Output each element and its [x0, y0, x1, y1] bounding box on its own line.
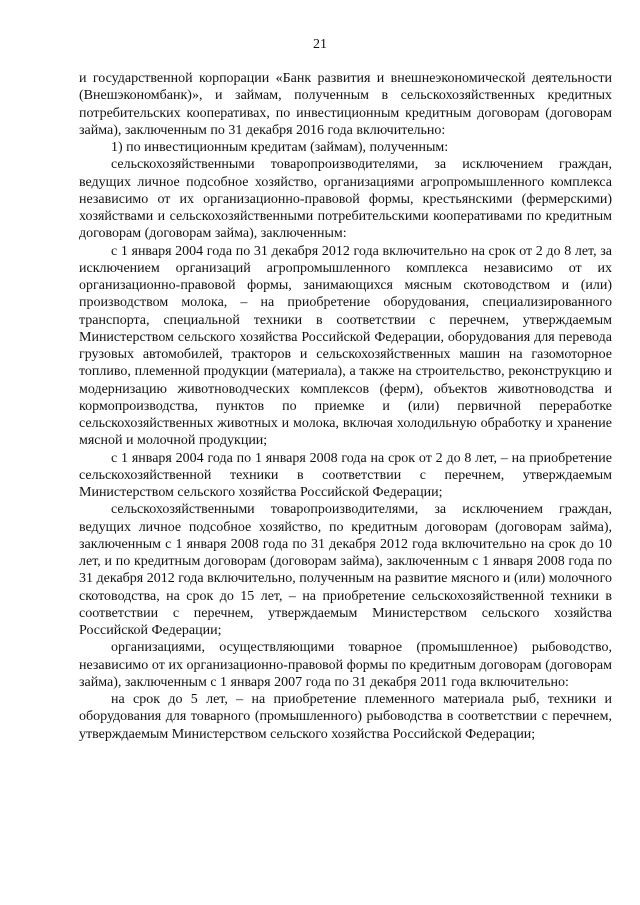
paragraph-4: с 1 января 2004 года по 31 декабря 2012 года включительно на срок от 2 до 8 лет, за исключением организаций агропромышленного комплекса независимо от их организационно-правовой формы, занимающихся мясным скотоводством и (или) производством молока, – на приобретение оборудования, специализированного транспорта, специальной техники в соответствии с перечнем, утверждаемым Министерством сельского хозяйства Российской Федерации, оборудования для перевода грузовых автомобилей, тракторов и сельскохозяйственных машин на газомоторное топливо, племенной продукции (материала), а также на строительство, реконструкцию и модернизацию животноводческих комплексов (ферм), объектов животноводства и кормопроизводства, пунктов по приемке и (или) первичной переработке сельскохозяйственных животных и молока, включая холодильную обработку и хранение мясной и молочной продукции;	[79, 243, 612, 449]
document-body	[79, 70, 612, 743]
paragraph-6: сельскохозяйственными товаропроизводителями, за исключением граждан, ведущих личное подсобное хозяйство, по кредитным договорам (договорам займа), заключенным с 1 января 2008 года по 31 декабря 2012 года включительно на срок до 10 лет, и по кредитным договорам (договорам займа), заключенным с 1 января 2008 года по 31 декабря 2012 года включительно, полученным на развитие мясного и (или) молочного скотоводства, на срок до 15 лет, – на приобретение сельскохозяйственной техники в соответствии с перечнем, утверждаемым Министерством сельского хозяйства Российской Федерации;	[79, 502, 612, 638]
paragraph-7: организациями, осуществляющими товарное (промышленное) рыбоводство, независимо от их организационно-правовой формы по кредитным договорам (договорам займа), заключенным с 1 января 2007 года по 31 декабря 2011 года включительно:	[79, 640, 612, 690]
paragraph-2: 1) по инвестиционным кредитам (займам), полученным:	[111, 140, 449, 155]
paragraph-1: и государственной корпорации «Банк развития и внешнеэкономической деятельности (Внешэкономбанк)», и займам, полученным в сельскохозяйственных кредитных потребительских кооперативах, по инвестиционным кредитным договорам (договорам займа), заключенным по 31 декабря 2016 года включительно:	[79, 71, 612, 138]
paragraph-3: сельскохозяйственными товаропроизводителями, за исключением граждан, ведущих личное подсобное хозяйство, организациями агропромышленного комплекса независимо от их организационно-правовой формы, крестьянскими (фермерскими) хозяйствами и сельскохозяйственными потребительскими кооперативами по кредитным договорам (договорам займа), заключенным:	[79, 157, 612, 242]
paragraph-8: на срок до 5 лет, – на приобретение племенного материала рыб, техники и оборудования для товарного (промышленного) рыбоводства в соответствии с перечнем, утверждаемым Министерством сельского хозяйства Российской Федерации;	[79, 692, 612, 742]
paragraph-5: с 1 января 2004 года по 1 января 2008 года на срок от 2 до 8 лет, – на приобретение сельскохозяйственной техники в соответствии с перечнем, утверждаемым Министерством сельского хозяйства Российской Федерации;	[79, 450, 612, 500]
page-number: 21	[313, 37, 327, 52]
